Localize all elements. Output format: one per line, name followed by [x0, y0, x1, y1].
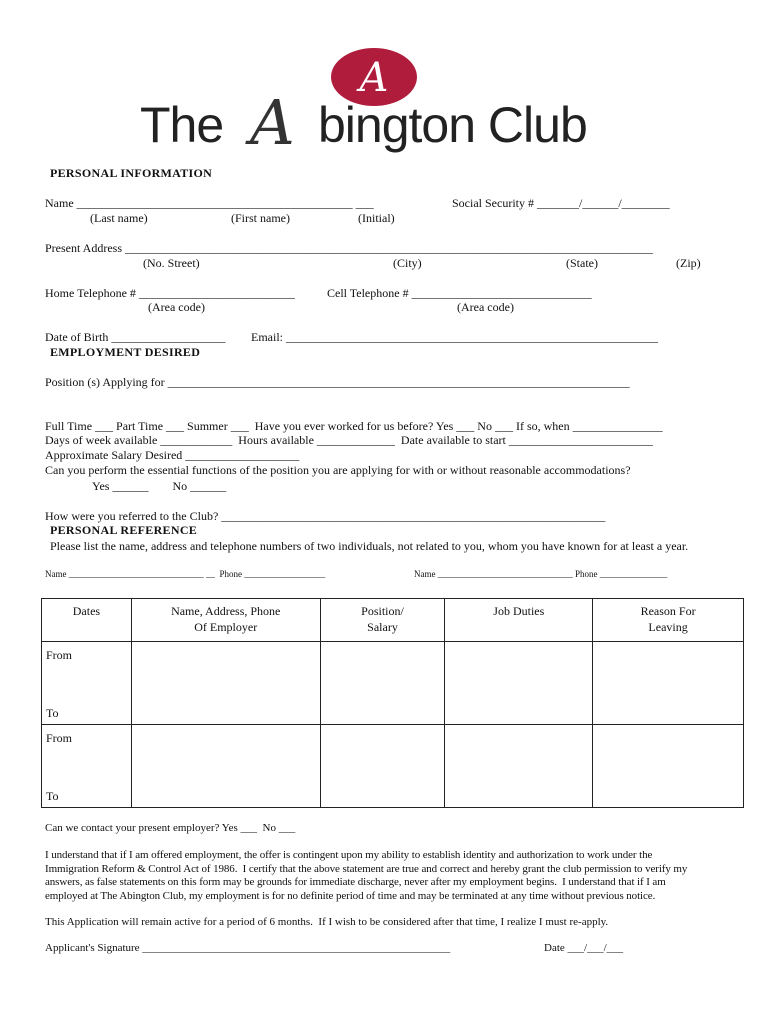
to-label: To: [46, 706, 59, 720]
dates-cell[interactable]: [42, 642, 132, 725]
duties-cell[interactable]: [445, 642, 593, 725]
dates-cell[interactable]: [42, 725, 132, 808]
header-dates: Dates: [42, 599, 132, 642]
header-duties: Job Duties: [445, 599, 593, 642]
home-telephone-field[interactable]: Home Telephone # __________________________: [45, 286, 295, 300]
certification-text: I understand that if I am offered employment, the offer is contingent upon my ability to establish identity and authorization to work under the Immigration Reform & Control Act of 1986. I certify that the above statement are true and correct and hereby grant the club permission to verify my answers, as false statements on this form may be grounds for immediate discharge, never after my employment begins. I understand that if I am employed at The Abington Club, my employment is for no definite period of time and may be terminated at any time without previous notice.: [45, 849, 688, 902]
zip-label: (Zip): [676, 256, 701, 270]
position-field[interactable]: Position (s) Applying for _____________________________________________________________________________: [45, 375, 630, 389]
table-header-row: [42, 599, 744, 642]
table-row: [42, 725, 744, 808]
position-cell[interactable]: [320, 725, 445, 808]
days-hours-line[interactable]: Days of week available ____________ Hours available _____________ Date available to start ________________________: [45, 433, 653, 447]
employment-section-title: EMPLOYMENT DESIRED: [50, 345, 201, 359]
logo-name: bington Club: [318, 97, 587, 153]
state-label: (State): [566, 256, 598, 270]
cell-area-code-label: (Area code): [457, 300, 514, 314]
position-cell[interactable]: [320, 642, 445, 725]
header-position: Position/ Salary: [320, 599, 445, 642]
logo-script-a: A: [250, 86, 295, 159]
from-label: From: [46, 648, 73, 662]
reason-cell[interactable]: [593, 725, 744, 808]
reason-cell[interactable]: [593, 642, 744, 725]
from-label: From: [46, 731, 73, 745]
initial-label: (Initial): [358, 211, 395, 225]
dob-field[interactable]: Date of Birth ___________________: [45, 330, 226, 344]
name-field[interactable]: Name ______________________________________________ ___: [45, 196, 374, 210]
to-label: To: [46, 789, 59, 803]
street-label: (No. Street): [143, 256, 200, 270]
cell-telephone-field[interactable]: Cell Telephone # ______________________________: [327, 286, 592, 300]
accommodation-question: Can you perform the essential functions of the position you are applying for with or without reasonable accommodations?: [45, 463, 631, 477]
home-area-code-label: (Area code): [148, 300, 205, 314]
contact-employer-question[interactable]: Can we contact your present employer? Yes ___ No ___: [45, 822, 296, 834]
duties-cell[interactable]: [445, 725, 593, 808]
availability-line[interactable]: Full Time ___ Part Time ___ Summer ___ Have you ever worked for us before? Yes ___ No ___ If so, when _______________: [45, 419, 663, 433]
reference-section-title: PERSONAL REFERENCE: [50, 523, 198, 537]
employer-cell[interactable]: [131, 725, 320, 808]
date-field[interactable]: Date ___/___/___: [544, 942, 624, 954]
table-row: [42, 642, 744, 725]
address-field[interactable]: Present Address ________________________________________________________________________________________: [45, 241, 653, 255]
personal-section-title: PERSONAL INFORMATION: [50, 166, 213, 180]
referred-field[interactable]: How were you referred to the Club? ________________________________________________________________: [45, 509, 606, 523]
city-label: (City): [393, 256, 422, 270]
salary-field[interactable]: Approximate Salary Desired ___________________: [45, 448, 300, 462]
header-employer: Name, Address, Phone Of Employer: [131, 599, 320, 642]
reference-instructions: Please list the name, address and telephone numbers of two individuals, not related to you, whom you have known for at least a year.: [50, 539, 689, 553]
logo-badge-letter: A: [359, 55, 389, 101]
accommodation-yes-no[interactable]: Yes ______ No ______: [92, 479, 227, 493]
ssn-field[interactable]: Social Security # _______/______/________: [452, 196, 670, 210]
employer-cell[interactable]: [131, 642, 320, 725]
header-reason: Reason For Leaving: [593, 599, 744, 642]
last-name-label: (Last name): [90, 211, 148, 225]
reference-1-field[interactable]: Name ______________________________ __ Phone __________________: [45, 569, 326, 579]
employment-history-table: [41, 598, 744, 808]
first-name-label: (First name): [231, 211, 290, 225]
active-period-text: This Application will remain active for a period of 6 months. If I wish to be considered after that time, I realize I must re-apply.: [45, 916, 609, 928]
email-field[interactable]: Email: ______________________________________________________________: [251, 330, 658, 344]
signature-field[interactable]: Applicant's Signature ________________________________________________________: [45, 942, 451, 954]
logo-the: The: [140, 97, 224, 153]
reference-2-field[interactable]: Name ______________________________ Phone _______________: [414, 569, 668, 579]
